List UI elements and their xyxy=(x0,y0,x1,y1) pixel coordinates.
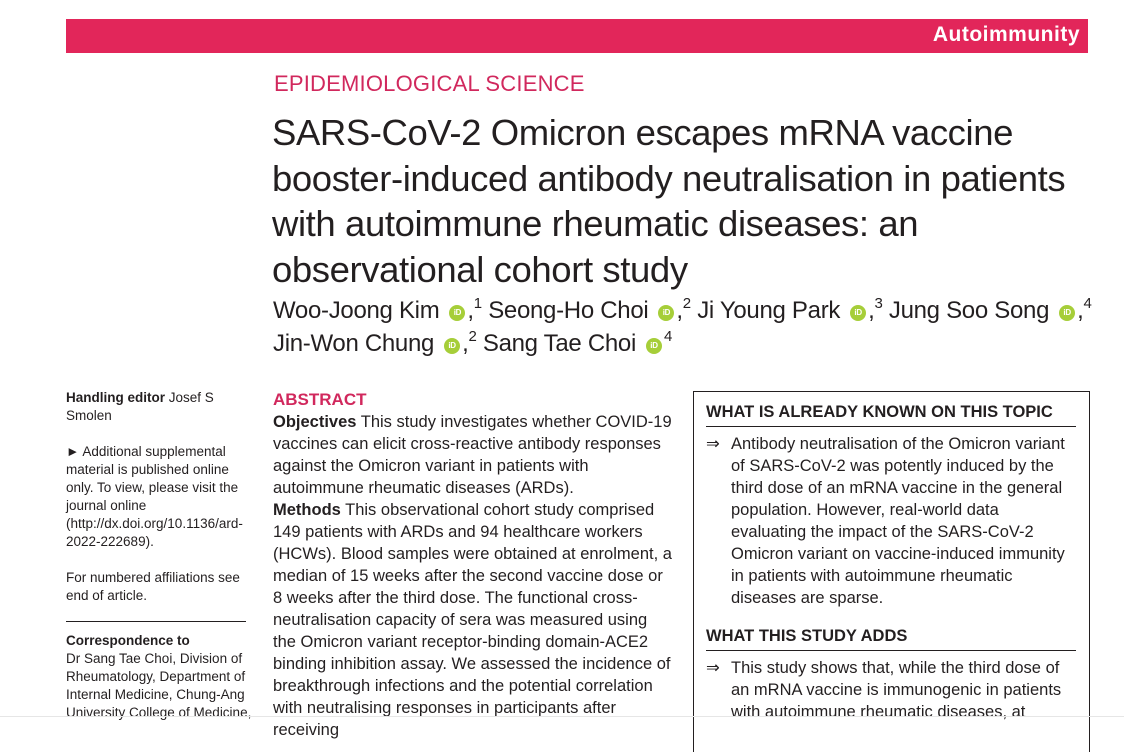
affiliation-number: 2 xyxy=(682,295,691,312)
arrow-icon: ⇒ xyxy=(706,435,720,453)
author-name: Jin-Won Chung xyxy=(273,330,435,357)
orcid-icon[interactable]: iD xyxy=(850,305,866,321)
adds-bullet xyxy=(706,657,1071,723)
article-title: SARS-CoV-2 Omicron escapes mRNA vaccine booster-induced antibody neutralisation in patients with autoimmune rheumatic diseases: an observational cohort study xyxy=(272,112,1066,290)
abstract-methods xyxy=(273,499,673,741)
orcid-icon[interactable]: iD xyxy=(646,338,662,354)
key-messages-box xyxy=(693,391,1090,752)
affiliation-number: 2 xyxy=(468,328,477,345)
author-name: Jung Soo Song xyxy=(888,297,1050,324)
supplemental-material-note[interactable]: ► Additional supplemental material is published online only. To view, please visit the journal online (http://dx.doi.org/10.1136/ard-2022-222689). xyxy=(66,444,243,549)
journal-section-bar xyxy=(66,19,1088,53)
abstract xyxy=(273,389,673,741)
orcid-icon[interactable]: iD xyxy=(658,305,674,321)
handling-editor xyxy=(66,389,256,425)
known-heading: WHAT IS ALREADY KNOWN ON THIS TOPIC xyxy=(706,403,1076,427)
correspondence-text: Dr Sang Tae Choi, Division of Rheumatology, Department of Internal Medicine, Chung-Ang University College of Medicine, xyxy=(66,651,252,720)
orcid-icon[interactable]: iD xyxy=(1059,305,1075,321)
correspondence-label: Correspondence to xyxy=(66,633,190,648)
handling-editor-label: Handling editor xyxy=(66,390,165,405)
known-bullet xyxy=(706,433,1071,609)
author-list: Woo-Joong Kim iD ,$^1$ Seong-Ho Choi iD ,$^2$ Ji Young Park iD ,$^3$ Jung Soo Song iD ,$^4$ Jin-Won Chung iD ,$^2$ Sang Tae Choi $iD^4$ xyxy=(273,295,1092,357)
abstract-objectives xyxy=(273,411,673,499)
methods-text: This observational cohort study comprised 149 patients with ARDs and 94 healthcare workers (HCWs). Blood samples were obtained at enrolment, a median of 15 weeks after the second vaccine dose or 8 weeks after the third dose. The functional cross-neutralisation capacity of sera was measured using the Omicron variant receptor-binding domain-ACE2 binding inhibition assay. We assessed the incidence of breakthrough infections and the potential correlation with neutralising responses in participants after receiving xyxy=(273,501,672,739)
author-name: Seong-Ho Choi xyxy=(488,297,649,324)
orcid-icon[interactable]: iD xyxy=(444,338,460,354)
abstract-heading: ABSTRACT xyxy=(273,390,367,409)
known-text: Antibody neutralisation of the Omicron variant of SARS-CoV-2 was potently induced by the third dose of an mRNA vaccine in the general population. However, real-world data evaluating the impact of the SARS-CoV-2 Omicron variant on vaccine-induced immunity in patients with autoimmune rheumatic diseases are sparse. xyxy=(731,435,1065,607)
orcid-icon[interactable]: iD xyxy=(449,305,465,321)
adds-text: This study shows that, while the third dose of an mRNA vaccine is immunogenic in patients with autoimmune rheumatic diseases, at xyxy=(731,659,1062,721)
affiliations-note: For numbered affiliations see end of article. xyxy=(66,570,240,603)
affiliation-number: 4 xyxy=(663,328,673,345)
author-name: Sang Tae Choi xyxy=(482,330,636,357)
article-category: EPIDEMIOLOGICAL SCIENCE xyxy=(274,71,585,96)
objectives-label: Objectives xyxy=(273,413,357,431)
handling-editor-name: Josef S Smolen xyxy=(66,390,214,423)
affiliation-number: 4 xyxy=(1083,295,1092,312)
author-name: Ji Young Park xyxy=(697,297,841,324)
objectives-text: This study investigates whether COVID-19 vaccines can elicit cross-reactive antibody responses against the Omicron variant in patients with autoimmune rheumatic diseases (ARDs). xyxy=(273,413,672,497)
methods-label: Methods xyxy=(273,501,341,519)
sidebar-divider xyxy=(66,621,246,622)
article-sidebar xyxy=(66,389,256,722)
affiliation-number: 1 xyxy=(473,295,482,312)
page-bottom-rule xyxy=(0,716,1124,717)
arrow-icon: ⇒ xyxy=(706,659,720,677)
author-name: Woo-Joong Kim xyxy=(273,297,440,324)
affiliation-number: 3 xyxy=(874,295,883,312)
adds-heading: WHAT THIS STUDY ADDS xyxy=(706,627,1076,651)
journal-section-label: Autoimmunity xyxy=(932,23,1080,46)
